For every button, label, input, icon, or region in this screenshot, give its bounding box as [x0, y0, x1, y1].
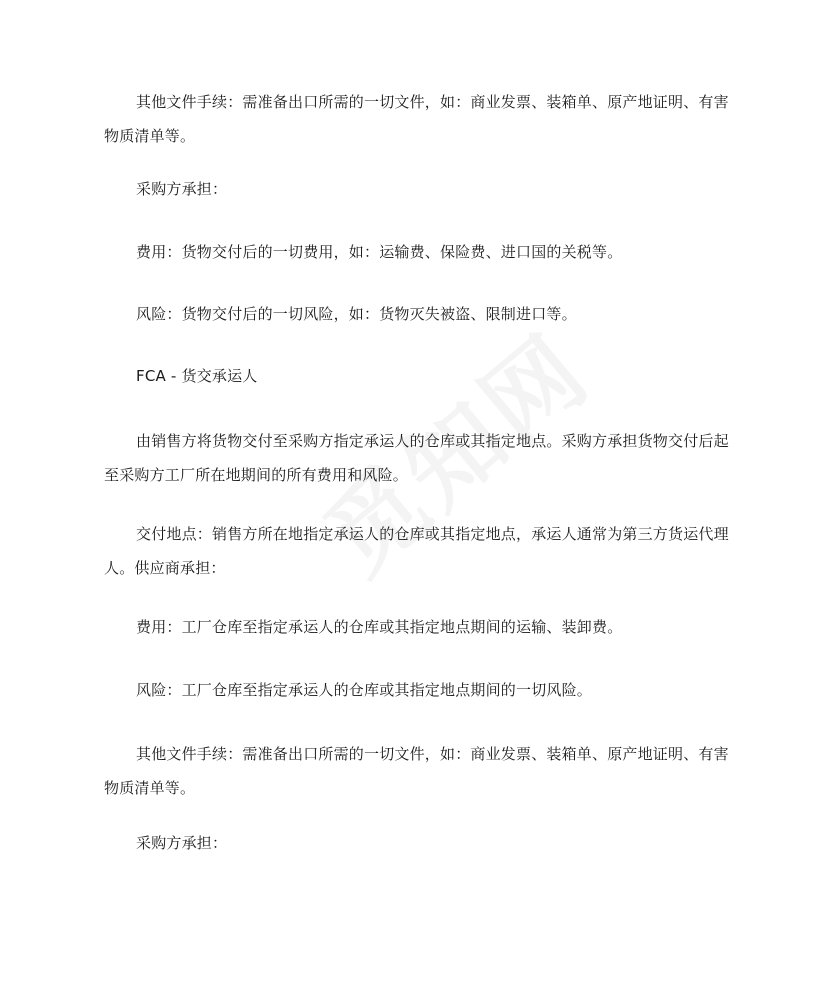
paragraph-delivery-place: 交付地点：销售方所在地指定承运人的仓库或其指定地点，承运人通常为第三方货运代理人。供应商承担：	[104, 525, 729, 577]
paragraph-other-documents-2: 其他文件手续：需准备出口所需的一切文件，如：商业发票、装箱单、原产地证明、有害物质清单等。	[104, 745, 729, 797]
paragraph-supplier-costs: 费用：工厂仓库至指定承运人的仓库或其指定地点期间的运输、装卸费。	[136, 618, 623, 636]
paragraph-buyer-bears: 采购方承担：	[136, 180, 228, 198]
section-heading-fca: FCA - 货交承运人	[136, 367, 258, 385]
paragraph-fca-definition: 由销售方将货物交付至采购方指定承运人的仓库或其指定地点。采购方承担货物交付后起至采购方工厂所在地期间的所有费用和风险。	[104, 432, 729, 484]
paragraph-buyer-risks: 风险：货物交付后的一切风险，如：货物灭失被盗、限制进口等。	[136, 305, 577, 323]
paragraph-buyer-costs: 费用：货物交付后的一切费用，如：运输费、保险费、进口国的关税等。	[136, 243, 623, 261]
paragraph-supplier-risks: 风险：工厂仓库至指定承运人的仓库或其指定地点期间的一切风险。	[136, 681, 593, 699]
paragraph-other-documents: 其他文件手续：需准备出口所需的一切文件，如：商业发票、装箱单、原产地证明、有害物质清单等。	[104, 93, 729, 145]
paragraph-buyer-bears-2: 采购方承担：	[136, 834, 228, 852]
